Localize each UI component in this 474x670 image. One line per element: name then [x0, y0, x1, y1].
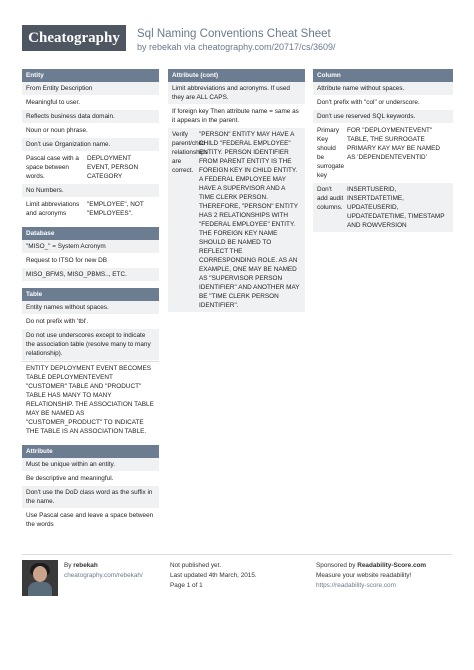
author-link[interactable]: rebekah: [149, 42, 182, 52]
byline: [137, 42, 336, 52]
list-item: Do not prefix with 'tbl'.: [22, 315, 159, 329]
section-heading: Entity: [22, 69, 159, 82]
sponsor-name[interactable]: Readability-Score.com: [357, 562, 427, 569]
list-item: Do not use underscores except to indicate the association table (resolve many to many relationship).: [22, 329, 159, 361]
item-key: Limit abbreviations and acronyms: [26, 201, 80, 217]
section-heading: Table: [22, 288, 159, 301]
list-item: Don't use the DoD class word as the suffix in the name.: [22, 486, 159, 509]
list-item: Limit abbreviations and acronyms. If used they are ALL CAPS.: [168, 82, 305, 105]
item-value: "PERSON" ENTITY MAY HAVE A CHILD "FEDERAL EMPLOYEE" ENTITY. PERSON IDENTIFIER FROM PARENT ENTITY IS THE FOREIGN KEY IN CHILD ENTITY. A FEDERAL EMPLOYEE MAY HAVE A SUPERVISOR AND A TIME CLERK PERSON. THEREFORE, "PERSON" ENTITY HAS 2 RELATIONSHIPS WITH "FEDERAL EMPLOYEE" ENTITY. THE FOREIGN KEY NAME SHOULD BE NAMED TO REFLECT THE CORRESPONDING ROLE. AS AN EXAMPLE, ONE MAY BE NAMED AS "SUPERVISOR PERSON IDENTIFIER" AND ANOTHER MAY BE "TIME CLERK PERSON IDENTIFIER".: [199, 131, 300, 309]
list-item: From Entity Description: [22, 82, 159, 96]
section-database: [22, 227, 159, 282]
list-item: Reflects business data domain.: [22, 110, 159, 124]
item-key: Pascal case with a space between words.: [26, 155, 79, 180]
list-item: Request to ITSO for new DB: [22, 254, 159, 268]
footer-author: [64, 561, 143, 581]
list-item: MISO_BFMS, MISO_PBMS.., ETC.: [22, 268, 159, 282]
page-number: Page 1 of 1: [170, 582, 203, 589]
list-item: Attribute name without spaces.: [313, 82, 453, 96]
list-item: If foreign key Then attribute name = same as it appears in the parent.: [168, 105, 305, 128]
item-value: DEPLOYMENT EVENT, PERSON CATEGORY: [87, 155, 139, 180]
list-item: No Numbers.: [22, 184, 159, 198]
column-middle: [168, 69, 305, 319]
section-heading: Database: [22, 227, 159, 240]
section-attribute: [22, 445, 159, 532]
list-item: [22, 198, 159, 221]
item-value: "EMPLOYEE", NOT "EMPLOYEES".: [87, 201, 144, 217]
section-table: [22, 288, 159, 439]
list-item: Use Pascal case and leave a space between the words: [22, 509, 159, 532]
footer-by-label: By: [64, 562, 72, 569]
avatar-body: [28, 582, 52, 596]
column-right: [313, 69, 453, 239]
by-label: by: [137, 42, 147, 52]
sponsor-link[interactable]: https://readability-score.com: [316, 582, 396, 589]
last-updated: Last updated 4th March, 2015.: [170, 572, 257, 579]
list-item: [313, 124, 453, 183]
sheet-url-link[interactable]: cheatography.com/20717/cs/3609/: [198, 42, 336, 52]
list-item: "MISO_" = System Acronym: [22, 240, 159, 254]
list-item: [313, 183, 453, 233]
column-left: [22, 69, 159, 538]
item-key: Verify parent/child relationships are correct.: [172, 131, 208, 174]
page-header: [0, 0, 474, 62]
list-item: Noun or noun phrase.: [22, 124, 159, 138]
via-label: via: [184, 42, 196, 52]
list-item: Must be unique within an entity.: [22, 458, 159, 472]
footer-author-name[interactable]: rebekah: [73, 562, 98, 569]
avatar-face: [33, 566, 47, 582]
list-item: Be descriptive and meaningful.: [22, 472, 159, 486]
footer-sponsor: [316, 561, 426, 591]
section-heading: Attribute: [22, 445, 159, 458]
footer-author-link[interactable]: cheatography.com/rebekah/: [64, 572, 143, 579]
page-title: Sql Naming Conventions Cheat Sheet: [137, 28, 331, 40]
author-avatar[interactable]: [22, 560, 58, 596]
section-heading: Column: [313, 69, 453, 82]
list-item: Don't use reserved SQL keywords.: [313, 110, 453, 124]
section-attribute-cont: [168, 69, 305, 313]
item-value: INSERTUSERID, INSERTDATETIME, UPDATEUSERID, UPDATEDATETIME, TIMESTAMP AND ROWVERSION: [347, 186, 445, 229]
item-key: Primary Key should be surrogate key: [317, 127, 344, 179]
footer-meta: [170, 561, 257, 591]
sponsor-text: Measure your website readability!: [316, 572, 412, 579]
section-heading: Attribute (cont): [168, 69, 305, 82]
item-value: FOR "DEPLOYMENTEVENT" TABLE, THE SURROGATE PRIMARY KAY MAY BE NAMED AS 'DEPENDENTEVENTID': [347, 127, 441, 161]
list-item: Don't use Organization name.: [22, 138, 159, 152]
list-item: Meaningful to user.: [22, 96, 159, 110]
list-item: [22, 152, 159, 184]
sponsored-label: Sponsored by: [316, 562, 356, 569]
item-key: Don't add audit columns.: [317, 186, 344, 211]
section-entity: [22, 69, 159, 221]
page-footer: [22, 554, 452, 625]
list-item: [168, 128, 305, 313]
section-column: [313, 69, 453, 233]
list-item: Entity names without spaces.: [22, 301, 159, 315]
published-status: Not published yet.: [170, 562, 222, 569]
list-item: ENTITY DEPLOYMENT EVENT BECOMES TABLE DEPLOYMENTEVENT "CUSTOMER" TABLE AND "PRODUCT" TABLE HAS MANY TO MANY RELATIONSHIP. THE ASSOCIATION TABLE MAY BE NAMED AS "CUSTOMER_PRODUCT" TO INDICATE THE TABLE IS AN ASSOCIATION TABLE.: [22, 361, 159, 439]
list-item: Don't prefix with "col" or underscore.: [313, 96, 453, 110]
cheatography-logo[interactable]: Cheatography: [22, 25, 126, 51]
